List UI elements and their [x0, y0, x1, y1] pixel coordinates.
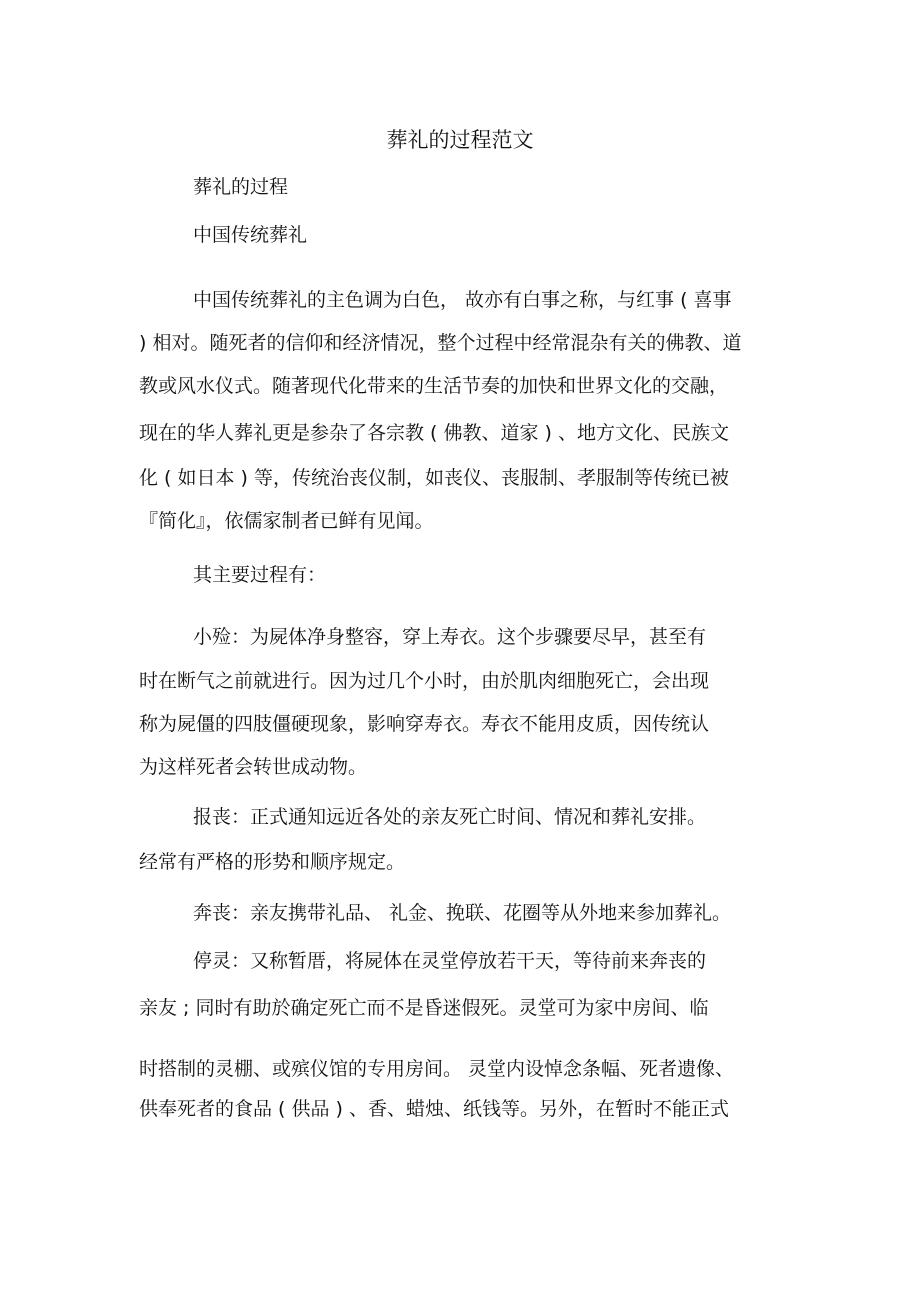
paragraph-line: 现在的华人葬礼更是参杂了各宗教 ( 佛教、道家 ) 、地方文化、民族文 — [139, 422, 729, 444]
paragraph-line: 时搭制的灵棚、或殡仪馆的专用房间。 灵堂内设悼念条幅、死者遗像、 — [139, 1058, 735, 1080]
paragraph-line: 供奉死者的食品 ( 供品 ) 、香、蜡烛、纸钱等。另外，在暂时不能正式 — [139, 1098, 729, 1120]
paragraph-line: 教或风水仪式。随著现代化带来的生活节奏的加快和世界文化的交融， — [139, 375, 729, 397]
paragraph-line: 时在断气之前就进行。因为过几个小时，由於肌肉细胞死亡，会出现 — [139, 670, 710, 692]
paragraph-line: 『简化』，依儒家制者已鲜有见闻。 — [139, 510, 434, 532]
paragraph-line: 为这样死者会转世成动物。 — [139, 756, 368, 778]
paragraph-line: 中国传统葬礼的主色调为白色， 故亦有白事之称，与红事 ( 喜事 — [193, 289, 732, 311]
paragraph-line: 小殓：为屍体净身整容，穿上寿衣。这个步骤要尽早，甚至有 — [193, 626, 707, 648]
paragraph-line: ) 相对。随死者的信仰和经济情况，整个过程中经常混杂有关的佛教、道 — [139, 332, 742, 354]
paragraph-line: 停灵：又称暂厝，将屍体在灵堂停放若干天，等待前来奔丧的 — [193, 950, 707, 972]
paragraph-line: 称为屍僵的四肢僵硬现象，影响穿寿衣。寿衣不能用皮质，因传统认 — [139, 713, 710, 735]
paragraph-line: 报丧：正式通知远近各处的亲友死亡时间、情况和葬礼安排。 — [193, 806, 707, 828]
paragraph-line: 奔丧：亲友携带礼品、 礼金、挽联、花圈等从外地来参加葬礼。 — [193, 902, 732, 924]
paragraph-line: 化 ( 如日本 ) 等，传统治丧仪制，如丧仪、丧服制、孝服制等传统已被 — [139, 467, 729, 489]
document-title: 葬礼的过程范文 — [386, 128, 534, 152]
subheading-chinese-traditional-funeral: 中国传统葬礼 — [193, 224, 308, 246]
subheading-funeral-process: 葬礼的过程 — [193, 176, 289, 198]
paragraph-line: 亲友 ; 同时有助於确定死亡而不是昏迷假死。灵堂可为家中房间、临 — [139, 997, 709, 1019]
paragraph-line: 经常有严格的形势和顺序规定。 — [139, 851, 406, 873]
main-process-label: 其主要过程有： — [193, 564, 327, 586]
